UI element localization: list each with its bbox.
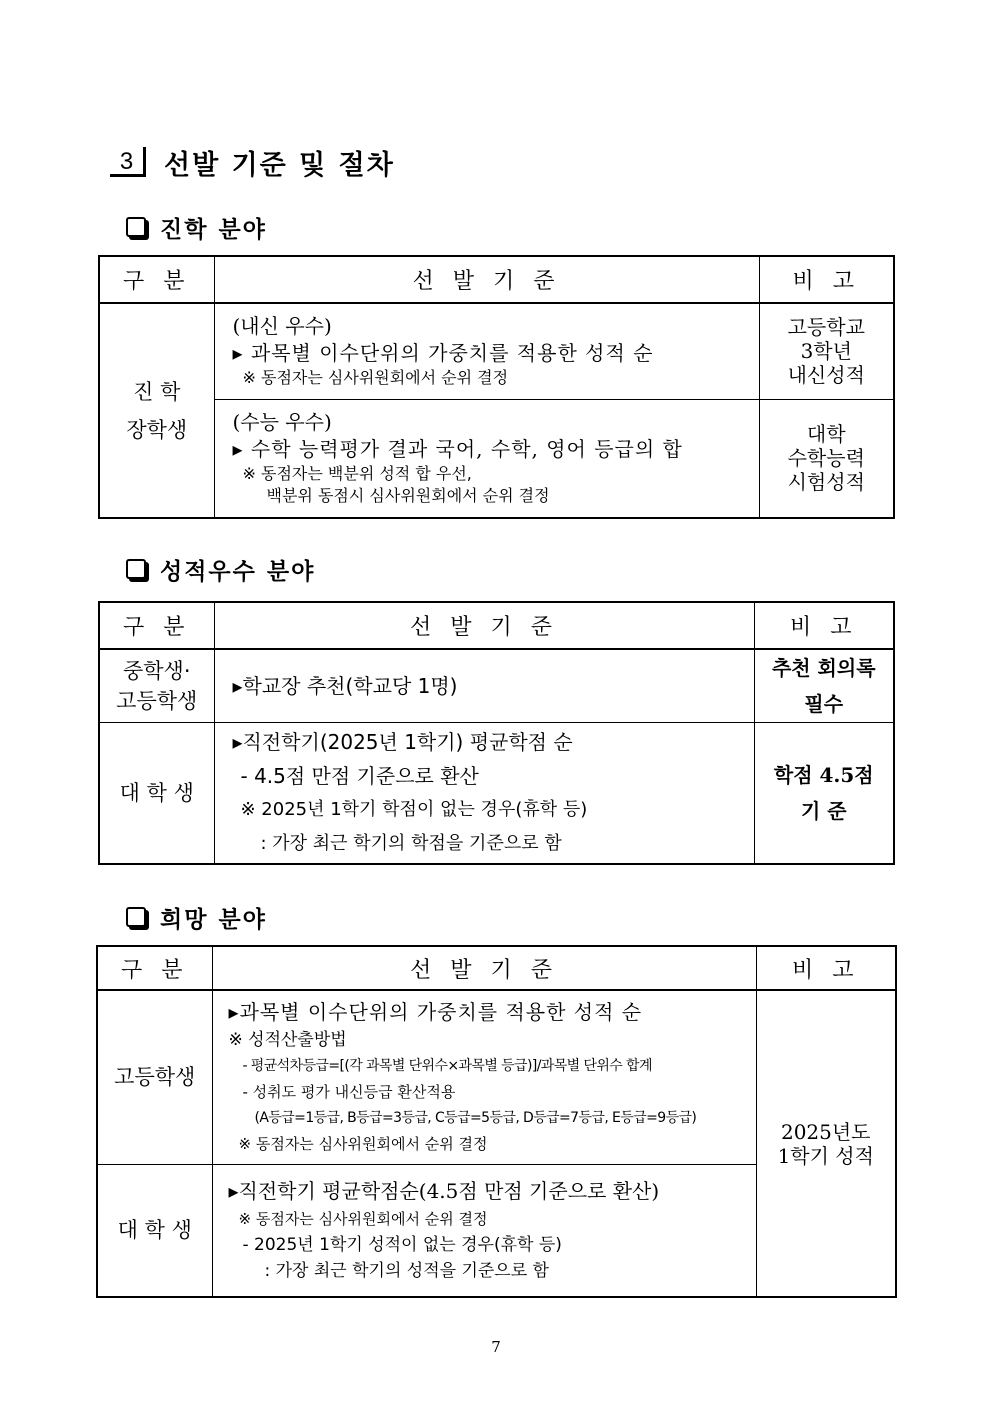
remark-line: 2025년도: [780, 1119, 871, 1144]
criteria-main: ▸직전학기 평균학점순(4.5점 만점 기준으로 환산): [228, 1179, 660, 1204]
hope-category-1: 고등학생: [97, 990, 212, 1164]
section-header: [110, 142, 395, 182]
criteria-note: : 가장 최근 학기의 학점을 기준으로 함: [260, 832, 562, 854]
remark-line: 내신성적: [787, 363, 865, 388]
remark-line: 대학: [806, 422, 846, 447]
criteria-heading: (내신 우수): [232, 314, 332, 339]
remark-line: 고등학교: [787, 315, 865, 340]
checkbox-square-icon: [126, 217, 146, 237]
header-criteria: 선 발 기 준: [214, 256, 759, 303]
criteria-cell: [214, 649, 754, 723]
header-note: 비 고: [756, 946, 896, 990]
page-number: 7: [491, 1338, 501, 1356]
subsection-advancement-title: 진학 분야: [160, 216, 267, 243]
criteria-main: ▸과목별 이수단위의 가중치를 적용한 성적 순: [228, 1000, 643, 1025]
subsection-hope-header: [126, 901, 267, 933]
remark-cell: [754, 649, 894, 723]
criteria-main: ▸ 과목별 이수단위의 가중치를 적용한 성적 순: [232, 341, 654, 366]
criteria-cell: [212, 990, 756, 1164]
criteria-formula: - 평균석차등급=[(각 과목별 단위수×과목별 등급)]/과목별 단위수 합계: [242, 1058, 652, 1075]
header-category: 구 분: [97, 946, 212, 990]
remark-cell: [756, 990, 896, 1297]
header-criteria: 선 발 기 준: [214, 602, 754, 649]
remark-line: 추천 회의록: [771, 656, 876, 680]
excellence-category-1: [99, 649, 214, 723]
advancement-table: [98, 255, 895, 519]
remark-line: 수학능력: [787, 446, 865, 471]
criteria-note: ※ 성적산출방법: [228, 1030, 347, 1051]
section-title: 선발 기준 및 절차: [164, 149, 395, 181]
remark-line: 시험성적: [787, 470, 865, 495]
criteria-main: ▸ 수학 능력평가 결과 국어, 수학, 영어 등급의 합: [232, 437, 683, 462]
remark-cell: [759, 303, 894, 399]
subsection-advancement-header: [126, 211, 267, 243]
criteria-note: ※ 동점자는 심사위원회에서 순위 결정: [238, 1210, 488, 1229]
checkbox-square-icon: [126, 907, 146, 927]
header-category: 구 분: [99, 602, 214, 649]
header-criteria: 선 발 기 준: [212, 946, 756, 990]
criteria-grade-map: (A등급=1등급, B등급=3등급, C등급=5등급, D등급=7등급, E등급=9등급): [254, 1110, 697, 1127]
subsection-hope-title: 희망 분야: [160, 906, 267, 933]
criteria-main: ▸직전학기(2025년 1학기) 평균학점 순: [232, 729, 573, 754]
criteria-sub: - 2025년 1학기 성적이 없는 경우(휴학 등): [242, 1235, 562, 1256]
criteria-cell: [212, 1164, 756, 1297]
hope-category-2: 대 학 생: [97, 1164, 212, 1297]
criteria-sub: : 가장 최근 학기의 성적을 기준으로 함: [264, 1261, 549, 1282]
criteria-cell: [214, 303, 759, 399]
criteria-cell: [214, 399, 759, 518]
criteria-sub: - 4.5점 만점 기준으로 환산: [240, 763, 479, 788]
subsection-excellence-header: [126, 553, 315, 585]
remark-line: 1학기 성적: [777, 1143, 874, 1168]
excellence-table: [98, 601, 895, 865]
header-note: 비 고: [759, 256, 894, 303]
remark-cell: [754, 723, 894, 864]
criteria-main: ▸학교장 추천(학교당 1명): [232, 673, 458, 698]
category-line: 진 학: [133, 379, 181, 404]
header-note: 비 고: [754, 602, 894, 649]
hope-table: [96, 945, 897, 1298]
remark-line: 3학년: [800, 339, 852, 364]
subsection-excellence-title: 성적우수 분야: [160, 558, 316, 585]
criteria-note: ※ 동점자는 백분위 성적 합 우선,: [242, 464, 472, 484]
criteria-heading: (수능 우수): [232, 410, 332, 435]
category-line: 중학생·: [122, 659, 191, 683]
criteria-note: ※ 동점자는 심사위원회에서 순위 결정: [238, 1135, 488, 1154]
header-category: 구 분: [99, 256, 214, 303]
criteria-sub: - 성취도 평가 내신등급 환산적용: [242, 1083, 456, 1102]
remark-line: 기 준: [800, 798, 847, 823]
criteria-note: 백분위 동점시 심사위원회에서 순위 결정: [266, 486, 550, 506]
category-line: 장학생: [126, 417, 188, 442]
checkbox-square-icon: [126, 559, 146, 579]
criteria-note: ※ 동점자는 심사위원회에서 순위 결정: [242, 368, 509, 388]
category-line: 고등학생: [116, 689, 198, 713]
criteria-note: ※ 2025년 1학기 학점이 없는 경우(휴학 등): [240, 798, 588, 820]
remark-line: 학점 4.5점: [773, 762, 874, 787]
advancement-category: [99, 303, 214, 518]
section-number: 3: [110, 147, 146, 177]
remark-line: 필수: [804, 692, 844, 716]
criteria-cell: [214, 723, 754, 864]
excellence-category-2: 대 학 생: [99, 723, 214, 864]
remark-cell: [759, 399, 894, 518]
